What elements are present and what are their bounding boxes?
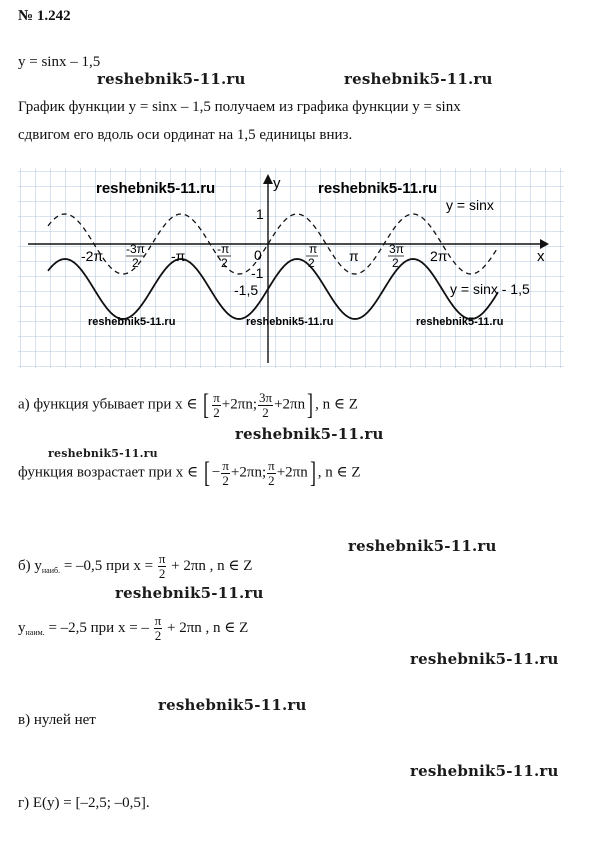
intro-line-2: сдвигом его вдоль оси ординат на 1,5 единицы вниз. (18, 127, 353, 143)
tick-minus-3pi2-num: -3π (126, 242, 145, 256)
origin-label: 0 (254, 247, 262, 263)
zeros-line: в) нулей нет (18, 712, 96, 728)
formula: y = sinx – 1,5 (18, 54, 101, 70)
watermark: reshebnik5-11.ru (416, 316, 504, 328)
min-line: $y_{наим.} = -2,5$ при x = – $\frac{\pi}{2}$ + 2πn , n ∈ Z (18, 613, 249, 643)
x-axis-label: x (537, 248, 545, 265)
watermark: reshebnik5-11.ru (348, 537, 497, 555)
watermark: reshebnik5-11.ru (410, 762, 559, 780)
tick-minus-3pi2-den: 2 (132, 256, 139, 270)
problem-number: № 1.242 (18, 8, 71, 24)
increasing-line: функция возрастает при x ∈ [ − $\frac{\pi}{2}$ +2πn; $\frac{\pi}{2}$ +2πn] , n ∈ Z (18, 456, 361, 489)
watermark: reshebnik5-11.ru (318, 180, 438, 197)
tick-3pi2-num: 3π (389, 242, 404, 256)
tick-minus-1: -1 (251, 265, 264, 281)
tick-2pi: 2π (430, 248, 448, 264)
y-axis-label: y (273, 175, 281, 192)
watermark: reshebnik5-11.ru (96, 180, 216, 197)
watermark: reshebnik5-11.ru (410, 650, 559, 668)
tick-1: 1 (256, 206, 264, 222)
tick-minus-pi2-num: -π (217, 242, 230, 256)
label-shifted: y = sinx - 1,5 (450, 281, 530, 297)
tick-pi2-num: π (309, 242, 318, 256)
graph (18, 168, 564, 368)
label-sin: y = sinx (446, 197, 494, 213)
watermark: reshebnik5-11.ru (115, 584, 264, 602)
tick-minus-1-5: -1,5 (234, 282, 259, 298)
decreasing-text: а) функция убывает при x ∈ (18, 396, 198, 413)
decreasing-line: а) функция убывает при x ∈ [ $\frac{\pi}{2}$ +2πn; $\frac{3\pi}{2}$ +2πn] , n ∈ Z (18, 388, 358, 421)
watermark: reshebnik5-11.ru (48, 447, 158, 460)
watermark: reshebnik5-11.ru (158, 696, 307, 714)
tick-minus-2pi: -2π (81, 248, 104, 264)
tick-pi: π (349, 248, 359, 264)
intro-line-1: График функции y = sinx – 1,5 получаем из графика функции y = sinx (18, 99, 461, 115)
watermark: reshebnik5-11.ru (344, 70, 493, 88)
tick-minus-pi: -π (171, 248, 186, 264)
watermark: reshebnik5-11.ru (246, 316, 334, 328)
watermark: reshebnik5-11.ru (235, 425, 384, 443)
watermark: reshebnik5-11.ru (88, 316, 176, 328)
range-line: г) E(y) = [–2,5; –0,5]. (18, 795, 150, 811)
tick-pi2-den: 2 (308, 256, 315, 270)
max-line: б) $y_{наиб.} = -0,5$ при x = $\frac{\pi}{2}$ + 2πn , n ∈ Z (18, 551, 253, 581)
tick-minus-pi2-den: 2 (221, 256, 228, 270)
tick-3pi2-den: 2 (392, 256, 399, 270)
increasing-text: функция возрастает при x ∈ (18, 464, 199, 481)
watermark: reshebnik5-11.ru (97, 70, 246, 88)
